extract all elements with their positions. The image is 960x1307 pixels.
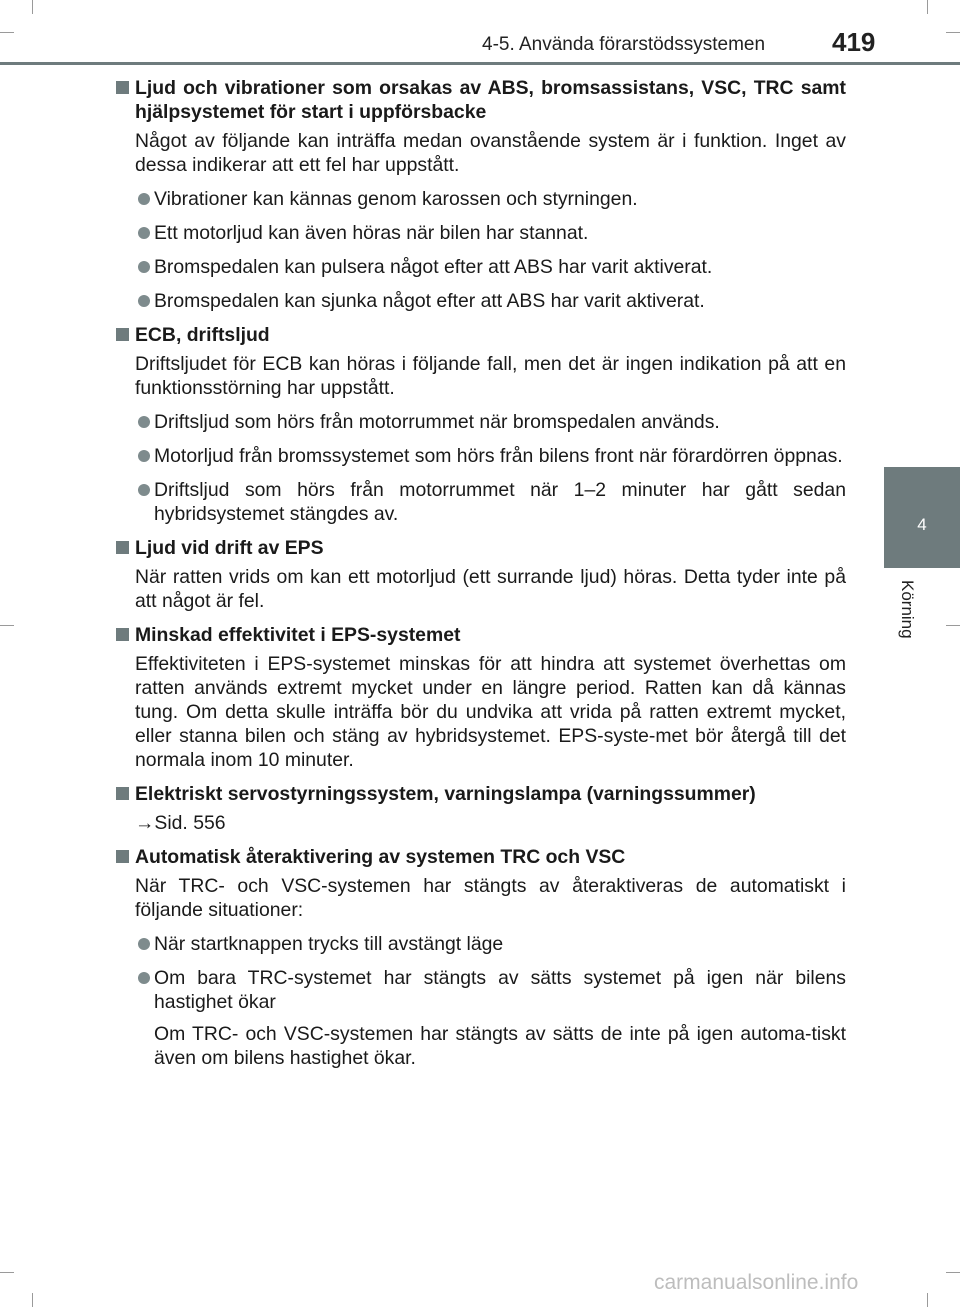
square-bullet-icon	[116, 787, 129, 800]
watermark: carmanualsonline.info	[654, 1271, 859, 1294]
square-bullet-icon	[116, 541, 129, 554]
section-ecb-sounds	[116, 323, 846, 526]
section-heading: Ljud vid drift av EPS	[116, 536, 846, 560]
crop-mark	[927, 1293, 928, 1307]
section-paragraph: När ratten vrids om kan ett motorljud (ett surrande ljud) höras. Detta tyder inte på att något är fel.	[135, 566, 846, 612]
bullet-dot-icon	[138, 972, 150, 984]
list-item: Om bara TRC-systemet har stängts av sätts systemet på igen när bilens hastighet ökar	[116, 966, 846, 1014]
list-item: Driftsljud som hörs från motorrummet när bromspedalen används.	[116, 410, 846, 434]
section-paragraph: Driftsljudet för ECB kan höras i följande fall, men det är ingen indikation på att en funktionsstörning har uppstått.	[135, 353, 846, 399]
bullet-dot-icon	[138, 416, 150, 428]
crop-mark	[32, 1293, 33, 1307]
bullet-dot-icon	[138, 484, 150, 496]
crop-mark	[32, 0, 33, 14]
crop-mark	[946, 1272, 960, 1273]
list-item: När startknappen trycks till avstängt läge	[116, 932, 846, 956]
section-trc-vsc-reactivation	[116, 845, 846, 1070]
page-reference-link[interactable]: →Sid. 556	[135, 812, 226, 834]
chapter-tab	[884, 467, 960, 568]
list-item: Ett motorljud kan även höras när bilen har stannat.	[116, 221, 846, 245]
list-item: Driftsljud som hörs från motorrummet när 1–2 minuter har gått sedan hybridsystemet stängdes av.	[116, 478, 846, 526]
bullet-dot-icon	[138, 193, 150, 205]
bullet-dot-icon	[138, 261, 150, 273]
list-item: Vibrationer kan kännas genom karossen och styrningen.	[116, 187, 846, 211]
page-number: 419	[832, 27, 876, 57]
chapter-number: 4	[917, 515, 927, 534]
list-item: Motorljud från bromssystemet som hörs från bilens front när förardörren öppnas.	[116, 444, 846, 468]
square-bullet-icon	[116, 850, 129, 863]
bullet-dot-icon	[138, 450, 150, 462]
square-bullet-icon	[116, 628, 129, 641]
header-divider	[0, 62, 960, 65]
section-paragraph: Om TRC- och VSC-systemen har stängts av sätts de inte på igen automa-tiskt även om bilens hastighet ökar.	[154, 1023, 846, 1069]
section-paragraph: Något av följande kan inträffa medan ovanstående system är i funktion. Inget av dessa indikerar att ett fel har uppstått.	[135, 130, 846, 176]
section-title: 4-5. Använda förarstödssystemen	[482, 34, 766, 55]
list-item: Bromspedalen kan sjunka något efter att ABS har varit aktiverat.	[116, 289, 846, 313]
section-paragraph: Effektiviteten i EPS-systemet minskas för att hindra att systemet överhettas om ratten används extremt mycket under en längre period. Ratten kan då kännas tung. Om detta skulle inträffa bör du undvika att vrida på ratten extremt mycket, eller stanna bilen och stäng av hybridsystemet. EPS-syste-met bör återgå till det normala inom 10 minuter.	[135, 653, 846, 771]
section-eps-efficiency	[116, 623, 846, 772]
chapter-label-box	[897, 580, 921, 670]
crop-mark	[946, 32, 960, 33]
crop-mark	[0, 32, 14, 33]
page-content	[116, 76, 846, 1080]
crop-mark	[0, 1272, 14, 1273]
section-eps-sounds	[116, 536, 846, 613]
square-bullet-icon	[116, 81, 129, 94]
bullet-dot-icon	[138, 295, 150, 307]
section-abs-sounds	[116, 76, 846, 313]
square-bullet-icon	[116, 328, 129, 341]
list-item: Bromspedalen kan pulsera något efter att ABS har varit aktiverat.	[116, 255, 846, 279]
crop-mark	[927, 0, 928, 14]
crop-mark	[0, 625, 14, 626]
crop-mark	[946, 625, 960, 626]
chapter-label: Körning	[898, 580, 917, 639]
section-heading: Ljud och vibrationer som orsakas av ABS, bromsassistans, VSC, TRC samt hjälpsystemet för start i uppförsbacke	[116, 76, 846, 124]
section-heading: ECB, driftsljud	[116, 323, 846, 347]
section-heading: Minskad effektivitet i EPS-systemet	[116, 623, 846, 647]
section-eps-warning	[116, 782, 846, 835]
section-heading: Automatisk återaktivering av systemen TRC och VSC	[116, 845, 846, 869]
bullet-dot-icon	[138, 227, 150, 239]
section-heading: Elektriskt servostyrningssystem, varningslampa (varningssummer)	[116, 782, 846, 806]
bullet-dot-icon	[138, 938, 150, 950]
section-paragraph: När TRC- och VSC-systemen har stängts av återaktiveras de automatiskt i följande situationer:	[135, 875, 846, 921]
